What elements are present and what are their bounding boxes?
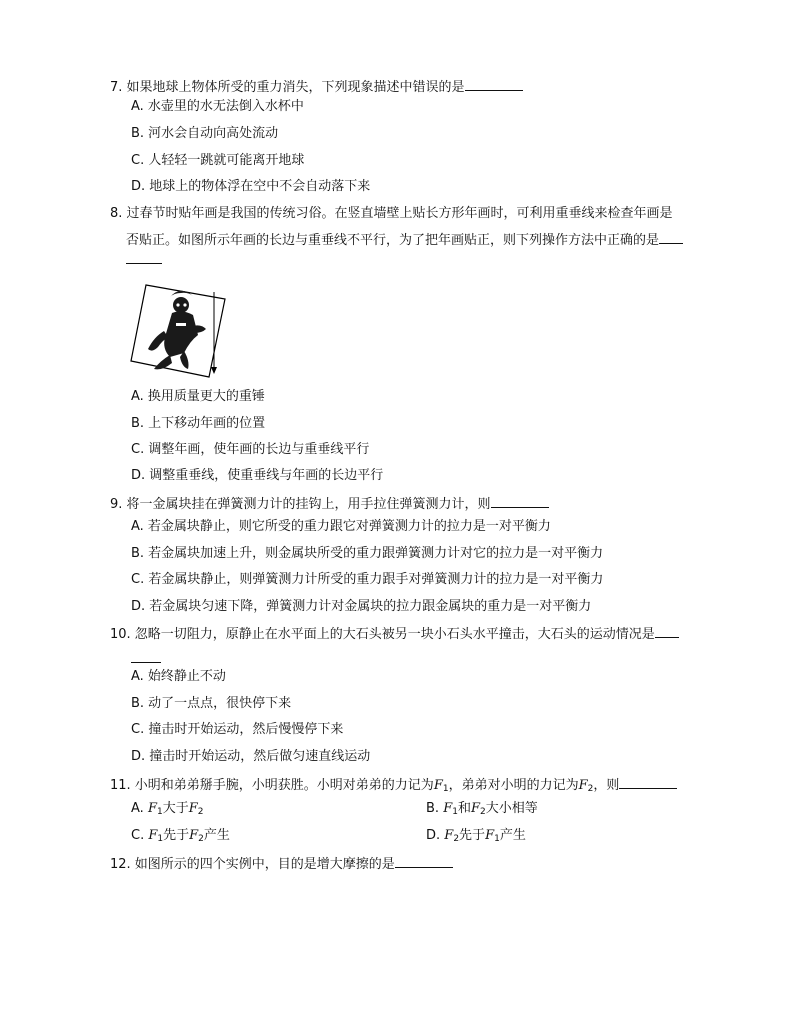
q11-option-a (131, 800, 203, 821)
new-year-painting-figure (130, 283, 230, 378)
q10-option-c: C. 撞击时开始运动，然后慢慢停下来 (131, 722, 344, 737)
question-12-text: 12. 如图所示的四个实例中，目的是增大摩擦的是 (110, 857, 395, 872)
question-10-stem (110, 625, 679, 644)
answer-blank[interactable] (465, 78, 523, 91)
subscript: 1 (157, 834, 164, 844)
answer-blank-continuation[interactable] (126, 262, 162, 264)
answer-blank[interactable] (655, 625, 679, 638)
force-symbol: F (148, 828, 158, 843)
subscript: 2 (197, 807, 204, 817)
q8-option-d: D. 调整重垂线，使重垂线与年画的长边平行 (131, 468, 384, 483)
option-prefix: C. (131, 828, 149, 843)
force-symbol: F (433, 778, 443, 793)
subscript: 1 (156, 807, 163, 817)
option-prefix: A. (131, 801, 148, 816)
q10-option-d: D. 撞击时开始运动，然后做匀速直线运动 (131, 749, 371, 764)
question-12-stem (110, 855, 453, 874)
force-symbol: F (470, 801, 480, 816)
force-symbol: F (188, 801, 198, 816)
force-symbol: F (189, 828, 199, 843)
force-symbol: F (578, 778, 588, 793)
q9-option-a: A. 若金属块静止，则它所受的重力跟它对弹簧测力计的拉力是一对平衡力 (131, 519, 551, 534)
question-11-text-a: 11. 小明和弟弟掰手腕，小明获胜。小明对弟弟的力记为 (110, 778, 434, 793)
question-10-text: 10. 忽略一切阻力，原静止在水平面上的大石头被另一块小石头水平撞击，大石头的运动情况是 (110, 627, 655, 642)
answer-blank-continuation[interactable] (131, 661, 161, 663)
q9-option-b: B. 若金属块加速上升，则金属块所受的重力跟弹簧测力计对它的拉力是一对平衡力 (131, 546, 604, 561)
option-text: 大小相等 (485, 801, 538, 816)
force-symbol: F (443, 801, 453, 816)
subscript: 1 (442, 784, 449, 794)
option-text: 先于 (163, 828, 190, 843)
q8-option-b: B. 上下移动年画的位置 (131, 416, 266, 431)
question-11-stem (110, 776, 677, 798)
option-text: 产生 (499, 828, 526, 843)
q9-option-d: D. 若金属块匀速下降，弹簧测力计对金属块的拉力跟金属块的重力是一对平衡力 (131, 599, 592, 614)
option-text: 和 (457, 801, 471, 816)
force-symbol: F (485, 828, 495, 843)
q7-option-b: B. 河水会自动向高处流动 (131, 126, 279, 141)
q10-option-a: A. 始终静止不动 (131, 669, 226, 684)
question-7-text: 7. 如果地球上物体所受的重力消失，下列现象描述中错误的是 (110, 80, 465, 95)
answer-blank[interactable] (491, 495, 549, 508)
question-8-text: 否贴正。如图所示年画的长边与重垂线不平行，为了把年画贴正，则下列操作方法中正确的是 (126, 233, 660, 248)
subscript: 1 (452, 807, 458, 817)
q7-option-d: D. 地球上的物体浮在空中不会自动落下来 (131, 179, 371, 194)
q7-option-a: A. 水壶里的水无法倒入水杯中 (131, 99, 304, 114)
subscript: 2 (453, 834, 460, 844)
force-symbol: F (444, 828, 454, 843)
option-text: 先于 (459, 828, 486, 843)
question-8-stem-line2 (126, 231, 683, 250)
q11-option-b (426, 800, 538, 821)
subscript: 1 (494, 834, 500, 844)
q8-option-a: A. 换用质量更大的重锤 (131, 389, 265, 404)
question-8-stem-line1: 8. 过春节时贴年画是我国的传统习俗。在竖直墙壁上贴长方形年画时，可利用重垂线来检查年画是 (110, 206, 673, 221)
question-11-text-b: ，弟弟对小明的力记为 (448, 778, 579, 793)
option-prefix: B. (426, 801, 444, 816)
answer-blank[interactable] (659, 231, 683, 244)
question-11-text-c: ，则 (593, 778, 620, 793)
q8-option-c: C. 调整年画，使年画的长边与重垂线平行 (131, 442, 370, 457)
q11-option-d (426, 827, 526, 848)
option-text: 大于 (162, 801, 189, 816)
q9-option-c: C. 若金属块静止，则弹簧测力计所受的重力跟手对弹簧测力计的拉力是一对平衡力 (131, 572, 604, 587)
question-9-text: 9. 将一金属块挂在弹簧测力计的挂钩上，用手拉住弹簧测力计，则 (110, 497, 491, 512)
q7-option-c: C. 人轻轻一跳就可能离开地球 (131, 153, 305, 168)
q11-option-c (131, 827, 230, 848)
q10-option-b: B. 动了一点点，很快停下来 (131, 696, 292, 711)
option-prefix: D. (426, 828, 445, 843)
force-symbol: F (147, 801, 157, 816)
subscript: 2 (587, 784, 594, 794)
subscript: 2 (480, 807, 486, 817)
answer-blank[interactable] (395, 855, 453, 868)
question-7-stem (110, 78, 523, 97)
option-text: 产生 (203, 828, 230, 843)
answer-blank[interactable] (619, 776, 677, 789)
question-9-stem (110, 495, 549, 514)
subscript: 2 (198, 834, 204, 844)
